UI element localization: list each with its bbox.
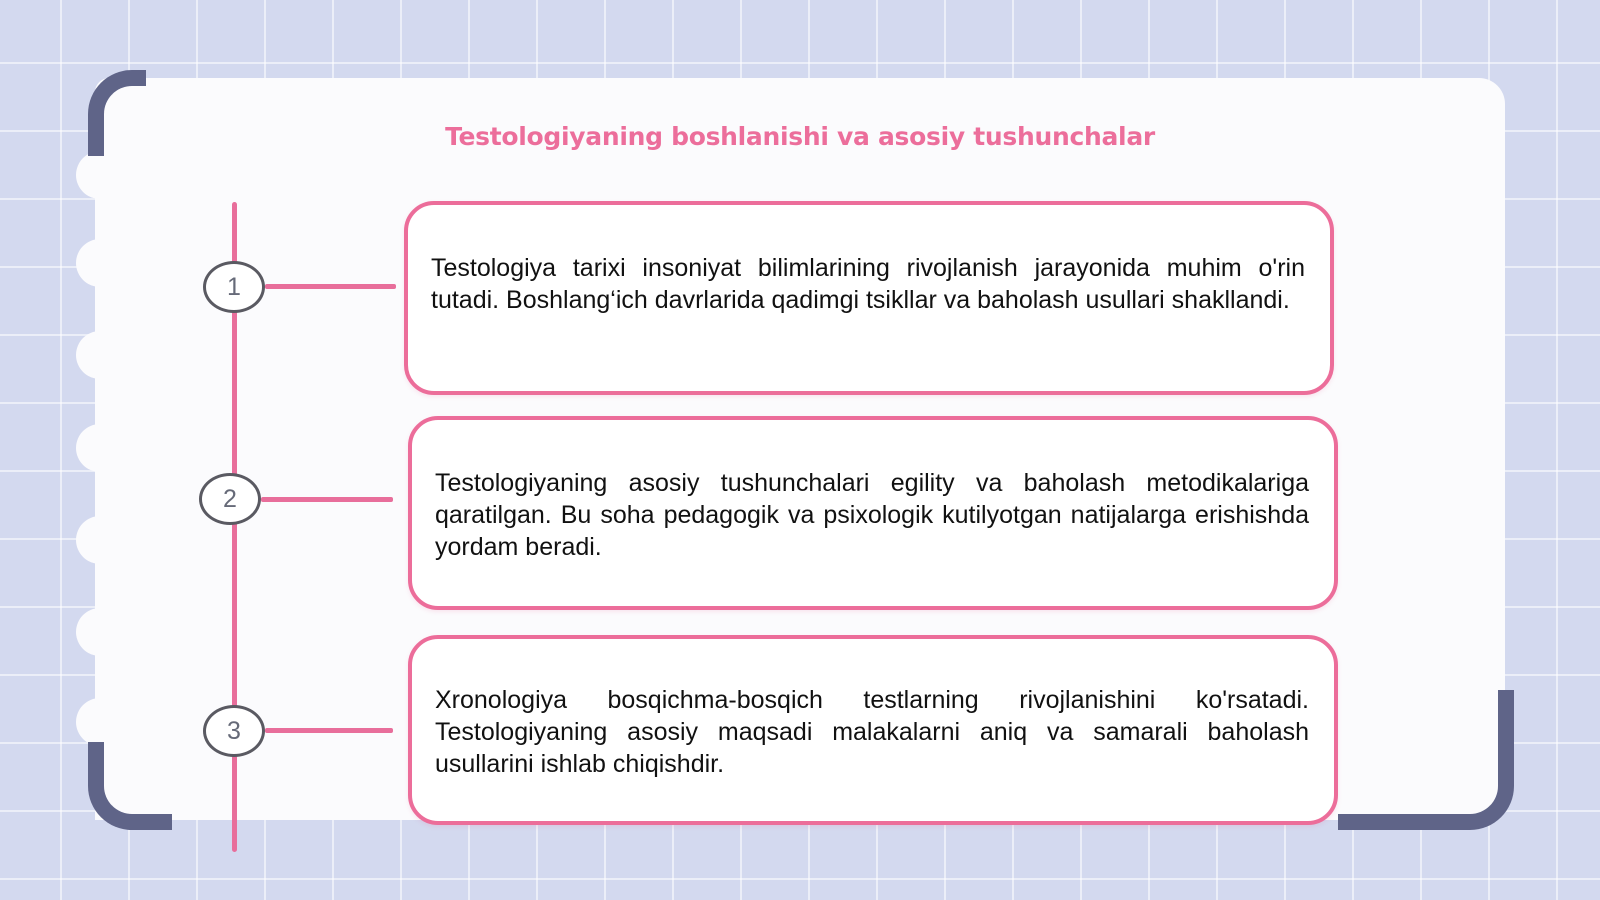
step-connector-3 [265, 728, 393, 733]
step-text-3: Xronologiya bosqichma-bosqich testlarning rivojlanishini ko'rsatadi. Testologiyaning asosiy maqsadi malakalarni aniq va samarali baholash usullarini ishlab chiqishdir. [435, 686, 1309, 778]
corner-bracket-bottom-left [88, 742, 172, 830]
step-text-2: Testologiyaning asosiy tushunchalari egility va baholash metodikalariga qaratilgan. Bu soha pedagogik va psixologik kutilyotgan natijalarga erishishda yordam beradi. [435, 469, 1309, 561]
step-number-circle-2: 2 [199, 473, 261, 525]
step-number-circle-1: 1 [203, 261, 265, 313]
slide-title: Testologiyaning boshlanishi va asosiy tushunchalar [445, 122, 1155, 151]
corner-bracket-bottom-right [1338, 690, 1514, 830]
step-connector-2 [261, 497, 393, 502]
step-text-1: Testologiya tarixi insoniyat bilimlarining rivojlanish jarayonida muhim o'rin tutadi. Boshlang‘ich davrlarida qadimgi tsikllar va baholash usullari shakllandi. [431, 254, 1305, 314]
step-connector-1 [265, 284, 396, 289]
step-number-circle-3: 3 [203, 705, 265, 757]
